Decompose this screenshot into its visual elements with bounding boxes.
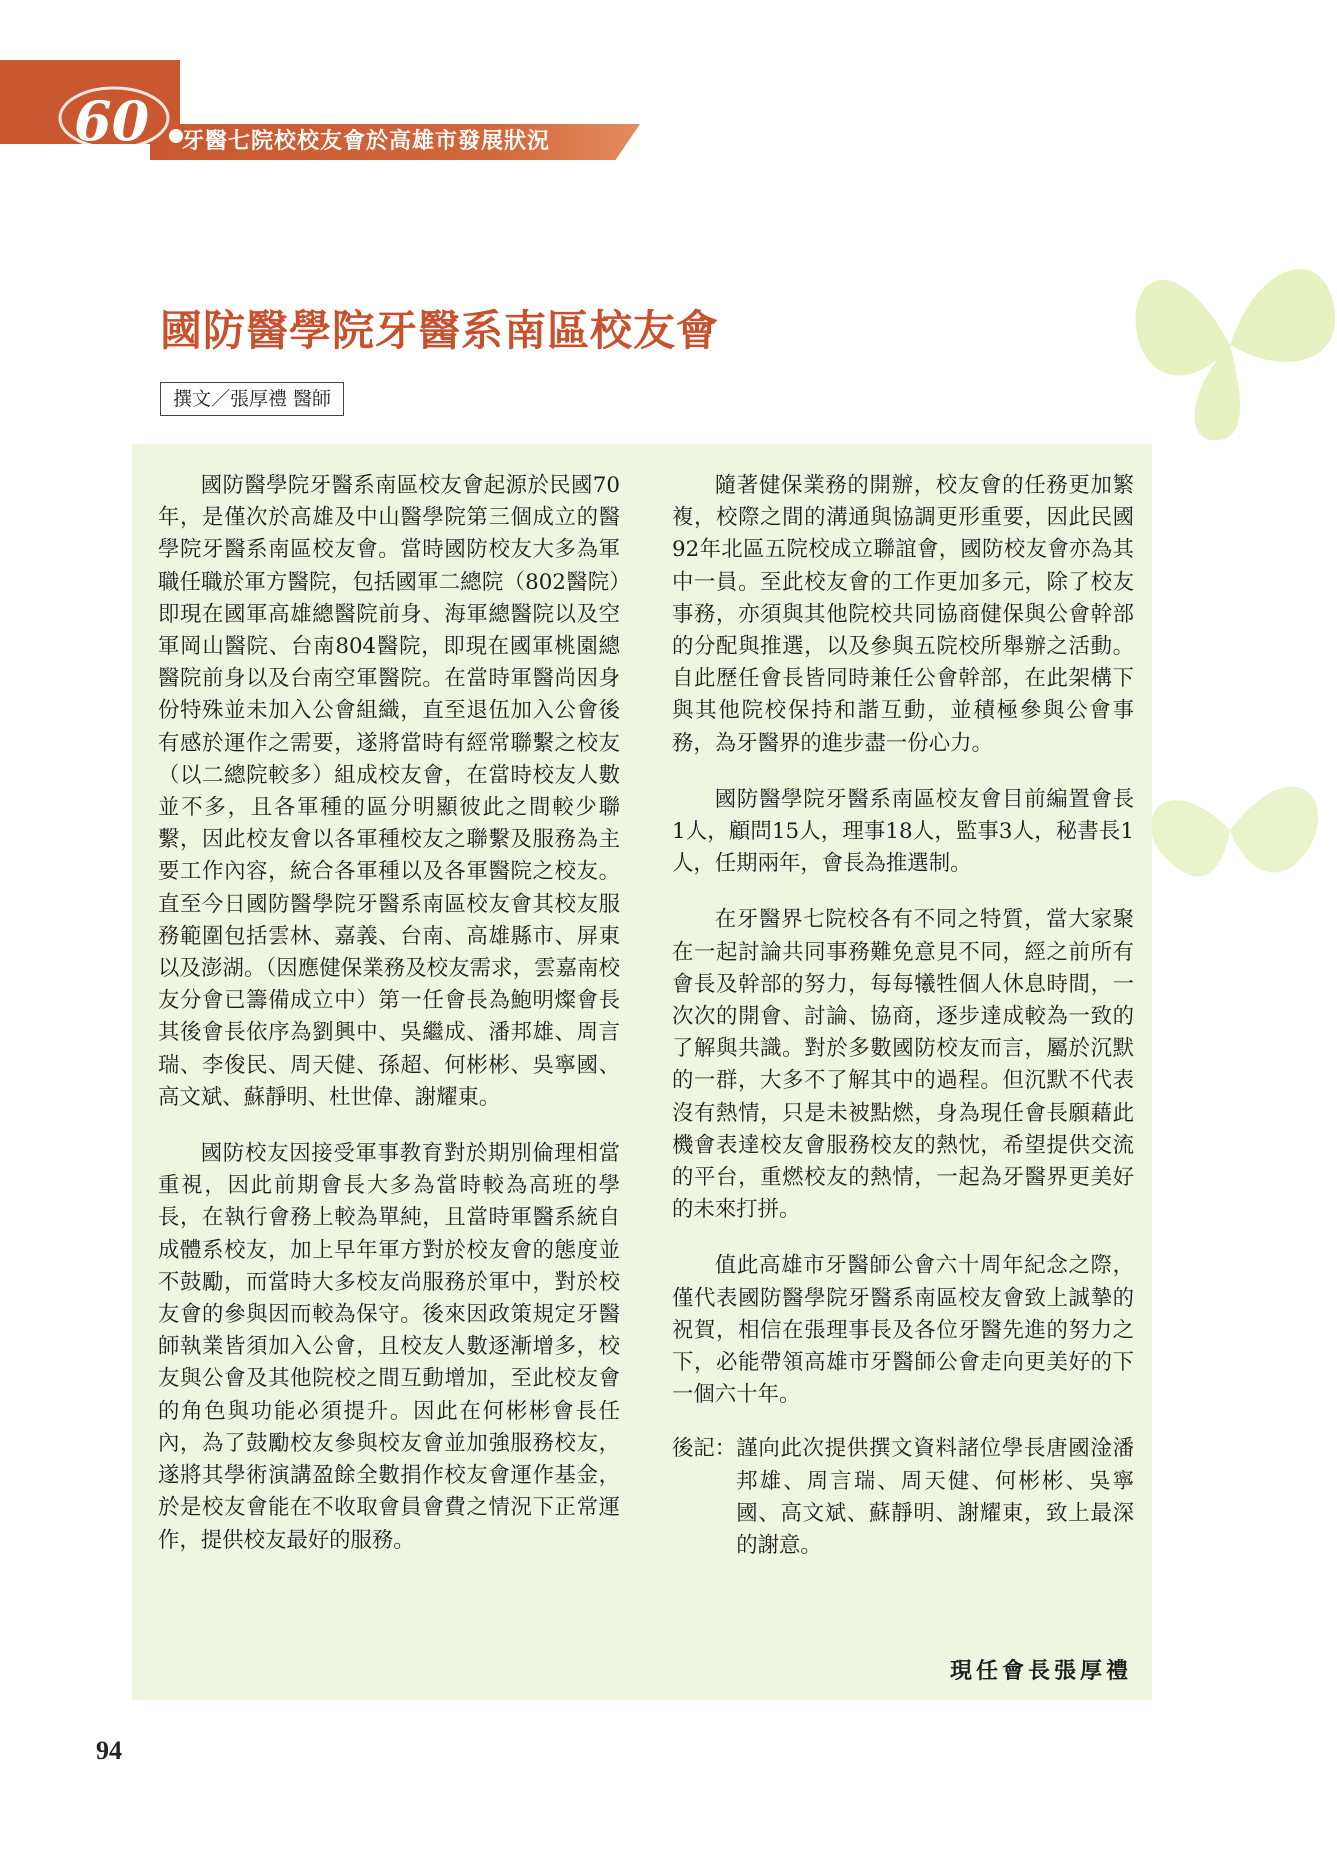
paragraph: 隨著健保業務的開辦，校友會的任務更加繁複，校際之間的溝通與協調更形重要，因此民國92年北區五院校成立聯誼會，國防校友會亦為其中一員。至此校友會的工作更加多元，除了校友事務，亦須與其他院校共同協商健保與公會幹部的分配與推選，以及參與五院校所舉辦之活動。自此歷任會長皆同時兼任公會幹部，在此架構下與其他院校保持和諧互動，並積極參與公會事務，為牙醫界的進步盡一份心力。 (672, 473, 1134, 756)
page-number: 94 (96, 1736, 122, 1765)
butterfly-decoration-top (1110, 225, 1337, 455)
paragraph: 國防醫學院牙醫系南區校友會目前編置會長1人，顧問15人，理事18人，監事3人，秘書長1人，任期兩年，會長為推選制。 (672, 786, 1134, 877)
author-signature: 現任會長張厚禮 (949, 1658, 1132, 1684)
butterfly-decoration-middle (1120, 720, 1337, 940)
paragraph: 值此高雄市牙醫師公會六十周年紀念之際，僅代表國防醫學院牙醫系南區校友會致上誠摯的祝賀，相信在張理事長及各位牙醫先進的努力之下，必能帶領高雄市牙醫師公會走向更美好的下一個六十年。 (672, 1253, 1134, 1408)
postscript-text: 謹向此次提供撰文資料諸位學長唐國淦潘邦雄、周言瑞、周天健、何彬彬、吳寧國、高文斌、蘇靜明、謝耀東，致上最深的謝意。 (736, 1436, 1134, 1559)
section-header-title: 牙醫七院校校友會於高雄市發展狀況 (182, 129, 551, 154)
postscript (672, 1433, 1134, 1562)
left-text-column (158, 470, 620, 1581)
author-byline: 撰文／張厚禮 醫師 (160, 382, 344, 416)
postscript-label: 後記： (672, 1436, 737, 1462)
right-text-column (672, 470, 1134, 1562)
paragraph: 國防醫學院牙醫系南區校友會起源於民國70年，是僅次於高雄及中山醫學院第三個成立的醫學院牙醫系南區校友會。當時國防校友大多為軍職任職於軍方醫院，包括國軍二總院（802醫院）即現在國軍高雄總醫院前身、海軍總醫院以及空軍岡山醫院、台南804醫院，即現在國軍桃園總醫院前身以及台南空軍醫院。在當時軍醫尚因身份特殊並未加入公會組織，直至退伍加入公會後有感於運作之需要，遂將當時有經常聯繫之校友（以二總院較多）組成校友會，在當時校友人數並不多，且各軍種的區分明顯彼此之間較少聯繫，因此校友會以各軍種校友之聯繫及服務為主要工作內容，統合各軍種以及各軍醫院之校友。直至今日國防醫學院牙醫系南區校友會其校友服務範圍包括雲林、嘉義、台南、高雄縣市、屏東以及澎湖。（因應健保業務及校友需求，雲嘉南校友分會已籌備成立中）第一任會長為鮑明燦會長其後會長依序為劉興中、吳繼成、潘邦雄、周言瑞、李俊民、周天健、孫超、何彬彬、吳寧國、高文斌、蘇靜明、杜世偉、謝耀東。 (158, 473, 620, 1110)
paragraph: 在牙醫界七院校各有不同之特質，當大家聚在一起討論共同事務難免意見不同，經之前所有會長及幹部的努力，每每犧牲個人休息時間，一次次的開會、討論、協商，逐步達成較為一致的了解與共識。對於多數國防校友而言，屬於沉默的一群，大多不了解其中的過程。但沉默不代表沒有熱情，只是未被點燃，身為現任會長願藉此機會表達校友會服務校友的熱忱，希望提供交流的平台，重燃校友的熱情，一起為牙醫界更美好的未來打拼。 (672, 907, 1134, 1223)
paragraph: 國防校友因接受軍事教育對於期別倫理相當重視，因此前期會長大多為當時較為高班的學長，在執行會務上較為單純，且當時軍醫系統自成體系校友，加上早年軍方對於校友會的態度並不鼓勵，而當時大多校友尚服務於軍中，對於校友會的參與因而較為保守。後來因政策規定牙醫師執業皆須加入公會，且校友人數逐漸增多，校友與公會及其他院校之間互動增加，至此校友會的角色與功能必須提升。因此在何彬彬會長任內，為了鼓勵校友參與校友會並加強服務校友，遂將其學術演講盈餘全數捐作校友會運作基金，於是校友會能在不收取會員會費之情況下正常運作，提供校友最好的服務。 (158, 1141, 620, 1553)
anniversary-number: 60 (74, 89, 150, 153)
anniversary-60-logo (52, 78, 192, 158)
article-title: 國防醫學院牙醫系南區校友會 (160, 306, 720, 355)
